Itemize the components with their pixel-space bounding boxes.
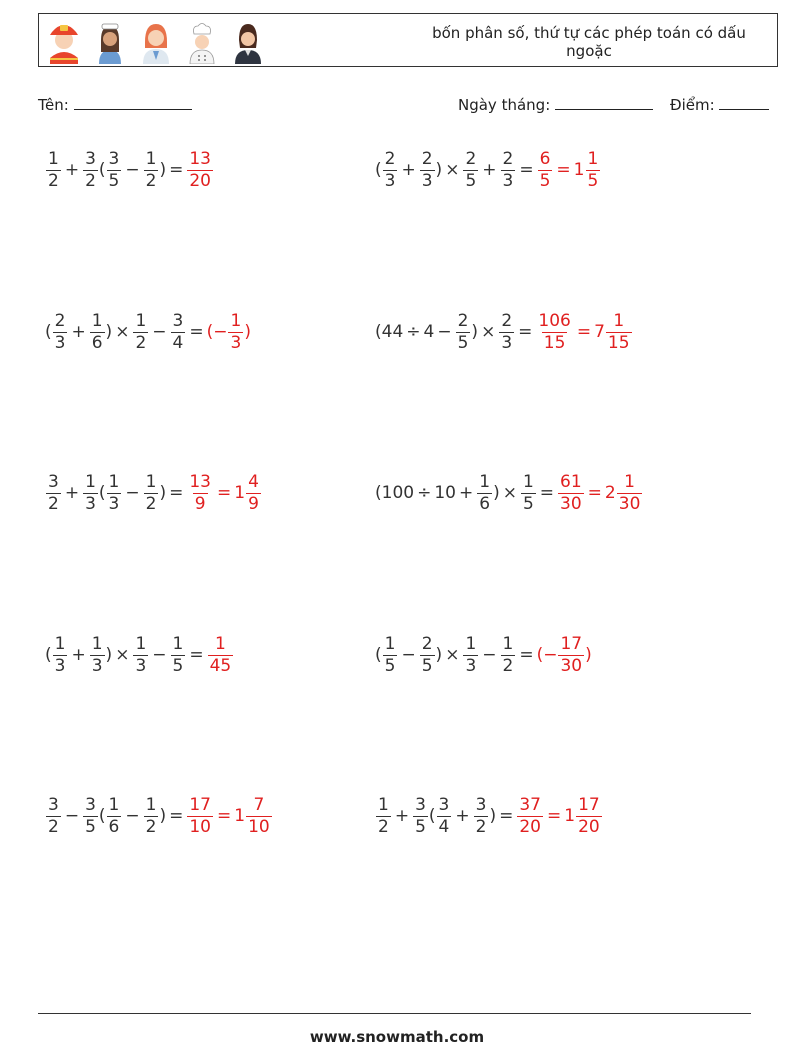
term-text: ): [489, 806, 497, 826]
score-label: Điểm:: [670, 96, 715, 114]
firefighter-icon: [45, 18, 83, 64]
numerator: 61: [560, 471, 582, 492]
problem-7: [45, 625, 234, 685]
date-field: [458, 95, 653, 114]
footer-site: www.snowmath.com: [309, 1028, 485, 1046]
operator: =: [216, 483, 232, 503]
denominator: 30: [560, 655, 583, 676]
denominator: 5: [522, 493, 534, 514]
fraction: [617, 473, 643, 514]
name-blank[interactable]: [74, 95, 192, 110]
fraction: [133, 635, 148, 676]
operator: −: [152, 322, 167, 342]
fraction: [46, 796, 61, 837]
fraction: [456, 312, 471, 353]
denominator: 15: [543, 332, 566, 353]
operator: ×: [445, 645, 460, 665]
denominator: 3: [135, 655, 147, 676]
chef-icon: [183, 18, 221, 64]
name-field: [38, 95, 192, 114]
numerator: 13: [189, 471, 211, 492]
numerator: 1: [230, 310, 242, 331]
numerator: 2: [421, 633, 433, 654]
problem-4: [375, 302, 633, 362]
answer: [535, 312, 632, 353]
numerator: 1: [91, 310, 103, 331]
term-text: ): [105, 322, 113, 342]
term-text: (: [98, 160, 106, 180]
numerator: 3: [85, 148, 96, 169]
fraction: [413, 796, 428, 837]
fraction: [83, 796, 98, 837]
denominator: 3: [85, 493, 96, 514]
denominator: 6: [479, 493, 491, 514]
term-text: (: [98, 806, 106, 826]
term-text: ): [159, 483, 167, 503]
denominator: 9: [248, 493, 259, 514]
fraction: [133, 312, 148, 353]
operator: −: [482, 645, 497, 665]
denominator: 3: [230, 332, 242, 353]
operator: −: [125, 160, 140, 180]
fraction: [187, 796, 213, 837]
whole-part: 2: [604, 483, 616, 503]
problem-8: [375, 625, 592, 685]
operator: ×: [445, 160, 460, 180]
operator: =: [189, 645, 204, 665]
denominator: 5: [415, 816, 426, 837]
denominator: 2: [502, 655, 514, 676]
numerator: 106: [538, 310, 571, 331]
denominator: 5: [108, 170, 120, 191]
problem-3: [45, 302, 251, 362]
numerator: 3: [438, 794, 450, 815]
numerator: 1: [624, 471, 635, 492]
operator: −: [401, 645, 416, 665]
whole-part: 7: [594, 322, 605, 342]
fraction: [46, 473, 61, 514]
term-text: ): [244, 322, 251, 342]
numerator: 3: [48, 794, 59, 815]
operator: ÷: [406, 322, 421, 342]
operator: +: [71, 322, 86, 342]
numerator: 17: [560, 633, 583, 654]
operator: −: [437, 322, 452, 342]
answer: [207, 312, 251, 353]
denominator: 9: [194, 493, 206, 514]
denominator: 2: [48, 493, 59, 514]
denominator: 3: [91, 655, 103, 676]
nurse-icon: [91, 18, 129, 64]
denominator: 4: [438, 816, 450, 837]
numerator: 1: [479, 471, 491, 492]
fraction: [144, 796, 159, 837]
term-text: (: [45, 645, 52, 665]
problem-6: [375, 463, 643, 523]
fraction: [53, 312, 68, 353]
answer: [186, 796, 272, 837]
denominator: 10: [248, 816, 270, 837]
fraction: [107, 473, 122, 514]
numerator: 1: [522, 471, 534, 492]
denominator: 2: [135, 332, 147, 353]
fraction: [83, 473, 98, 514]
denominator: 3: [108, 493, 120, 514]
numerator: 2: [54, 310, 66, 331]
denominator: 5: [457, 332, 469, 353]
denominator: 2: [475, 816, 487, 837]
operator: +: [458, 483, 474, 503]
denominator: 5: [421, 655, 433, 676]
whole-part: 1: [234, 806, 246, 826]
fraction: [521, 473, 536, 514]
fraction: [474, 796, 489, 837]
numerator: 17: [189, 794, 211, 815]
term-text: (: [428, 806, 436, 826]
numerator: 13: [189, 148, 211, 169]
numerator: 2: [384, 148, 396, 169]
fraction: [576, 796, 602, 837]
operator: ×: [481, 322, 496, 342]
score-blank[interactable]: [719, 95, 769, 110]
fraction: [463, 150, 478, 191]
fraction: [83, 150, 98, 191]
problem-1: [45, 140, 214, 200]
denominator: 2: [145, 816, 157, 837]
operator: =: [169, 806, 184, 826]
numerator: 3: [172, 310, 184, 331]
fraction: [606, 312, 632, 353]
answer: [537, 150, 602, 191]
fraction: [517, 796, 543, 837]
operator: +: [71, 645, 86, 665]
term-text: (100: [375, 483, 415, 503]
numerator: 2: [465, 148, 477, 169]
operator: +: [455, 806, 470, 826]
fraction: [463, 635, 478, 676]
denominator: 5: [172, 655, 184, 676]
fraction: [46, 150, 61, 191]
fraction: [558, 635, 584, 676]
operator: +: [394, 806, 410, 826]
header-box: [38, 13, 778, 67]
problem-9: [45, 786, 273, 846]
operator: ×: [502, 483, 517, 503]
numerator: 1: [145, 471, 157, 492]
denominator: 3: [54, 332, 66, 353]
term-text: (44: [375, 322, 404, 342]
operator: =: [216, 806, 232, 826]
term-text: (: [45, 322, 52, 342]
numerator: 1: [587, 148, 599, 169]
numerator: 1: [465, 633, 477, 654]
fraction: [144, 473, 159, 514]
fraction: [420, 150, 435, 191]
denominator: 5: [587, 170, 599, 191]
score-field: [670, 95, 769, 114]
operator: =: [546, 806, 562, 826]
denominator: 6: [108, 816, 120, 837]
operator: =: [556, 160, 571, 180]
fraction: [187, 150, 213, 191]
denominator: 5: [384, 655, 396, 676]
term-text: ): [435, 645, 443, 665]
fraction: [208, 635, 234, 676]
operator: =: [518, 322, 533, 342]
numerator: 1: [145, 794, 157, 815]
numerator: 7: [253, 794, 265, 815]
problem-10: [375, 786, 603, 846]
operator: =: [587, 483, 602, 503]
term-text: ): [159, 160, 167, 180]
numerator: 1: [215, 633, 226, 654]
fraction: [501, 635, 516, 676]
operator: =: [519, 645, 534, 665]
denominator: 2: [145, 493, 157, 514]
fraction: [171, 635, 186, 676]
numerator: 1: [613, 310, 625, 331]
operator: =: [576, 322, 592, 342]
term-text: (: [375, 645, 382, 665]
denominator: 2: [85, 170, 96, 191]
denominator: 3: [384, 170, 396, 191]
fraction: [538, 150, 553, 191]
numerator: 3: [85, 794, 96, 815]
term-text: (−: [536, 645, 558, 665]
whole-part: 1: [564, 806, 576, 826]
denominator: 45: [209, 655, 232, 676]
fraction: [246, 796, 272, 837]
fraction: [53, 635, 68, 676]
fraction: [144, 150, 159, 191]
denominator: 3: [421, 170, 433, 191]
numerator: 1: [91, 633, 103, 654]
numerator: 3: [415, 794, 426, 815]
denominator: 6: [91, 332, 103, 353]
numerator: 1: [108, 794, 120, 815]
answer: [516, 796, 602, 837]
denominator: 5: [85, 816, 96, 837]
numerator: 3: [108, 148, 120, 169]
numerator: 2: [502, 148, 514, 169]
numerator: 17: [578, 794, 600, 815]
fraction: [90, 635, 105, 676]
operator: ×: [115, 645, 130, 665]
term-text: (: [375, 160, 382, 180]
numerator: 1: [172, 633, 184, 654]
fraction: [437, 796, 452, 837]
numerator: 1: [145, 148, 157, 169]
operator: =: [169, 160, 184, 180]
fraction: [536, 312, 572, 353]
operator: =: [189, 322, 204, 342]
denominator: 2: [48, 816, 59, 837]
denominator: 15: [607, 332, 630, 353]
denominator: 2: [48, 170, 59, 191]
fraction: [90, 312, 105, 353]
worksheet-title: bốn phân số, thứ tự các phép toán có dấu ngoặc: [432, 24, 746, 60]
problem-2: [375, 140, 601, 200]
operator: ÷: [417, 483, 432, 503]
operator: =: [519, 160, 534, 180]
operator: −: [152, 645, 167, 665]
name-label: Tên:: [38, 96, 69, 114]
numerator: 1: [135, 310, 147, 331]
numerator: 3: [475, 794, 487, 815]
fraction: [376, 796, 391, 837]
fraction: [383, 635, 398, 676]
numerator: 1: [384, 633, 396, 654]
problem-5: [45, 463, 262, 523]
date-label: Ngày tháng:: [458, 96, 551, 114]
numerator: 1: [378, 794, 389, 815]
numerator: 2: [457, 310, 469, 331]
fraction: [383, 150, 398, 191]
operator: =: [539, 483, 555, 503]
whole-part: 1: [234, 483, 246, 503]
operator: +: [401, 160, 416, 180]
answer: [207, 635, 235, 676]
fraction: [187, 473, 213, 514]
operator: −: [64, 806, 80, 826]
term-text: ): [159, 806, 167, 826]
denominator: 5: [465, 170, 477, 191]
fraction: [477, 473, 492, 514]
date-blank[interactable]: [555, 95, 653, 110]
answer: [557, 473, 643, 514]
avatar-row: [45, 18, 267, 64]
fraction: [558, 473, 584, 514]
denominator: 4: [172, 332, 184, 353]
fraction: [586, 150, 601, 191]
whole-part: 1: [573, 160, 585, 180]
fraction: [420, 635, 435, 676]
term-text: ): [585, 645, 592, 665]
numerator: 4: [248, 471, 259, 492]
numerator: 2: [421, 148, 433, 169]
fraction: [228, 312, 243, 353]
numerator: 1: [85, 471, 96, 492]
fraction: [246, 473, 261, 514]
fraction: [501, 150, 516, 191]
denominator: 3: [54, 655, 66, 676]
numerator: 37: [519, 794, 541, 815]
fraction: [499, 312, 514, 353]
term-text: ): [435, 160, 443, 180]
operator: =: [499, 806, 514, 826]
denominator: 20: [578, 816, 600, 837]
term-text: 10: [434, 483, 456, 503]
operator: +: [64, 160, 80, 180]
denominator: 2: [145, 170, 157, 191]
numerator: 1: [48, 148, 59, 169]
term-text: (−: [206, 322, 228, 342]
denominator: 20: [519, 816, 541, 837]
footer-divider: [38, 1013, 751, 1014]
operator: −: [125, 806, 140, 826]
term-text: ): [105, 645, 113, 665]
denominator: 10: [189, 816, 211, 837]
fraction: [171, 312, 186, 353]
denominator: 30: [560, 493, 582, 514]
operator: +: [64, 483, 80, 503]
operator: −: [125, 483, 140, 503]
numerator: 1: [108, 471, 120, 492]
numerator: 1: [135, 633, 147, 654]
denominator: 2: [378, 816, 389, 837]
operator: =: [169, 483, 184, 503]
term-text: 4: [423, 322, 435, 342]
numerator: 1: [502, 633, 514, 654]
denominator: 3: [502, 170, 514, 191]
term-text: ): [493, 483, 500, 503]
answer: [186, 473, 262, 514]
fraction: [107, 796, 122, 837]
numerator: 2: [501, 310, 513, 331]
denominator: 5: [539, 170, 551, 191]
denominator: 20: [189, 170, 211, 191]
denominator: 3: [501, 332, 513, 353]
denominator: 30: [618, 493, 641, 514]
operator: ×: [115, 322, 130, 342]
operator: +: [482, 160, 497, 180]
answer: [186, 150, 214, 191]
fraction: [107, 150, 122, 191]
doctor-icon: [137, 18, 175, 64]
term-text: ): [471, 322, 479, 342]
numerator: 3: [48, 471, 59, 492]
numerator: 6: [539, 148, 551, 169]
term-text: (: [98, 483, 106, 503]
businesswoman-icon: [229, 18, 267, 64]
numerator: 1: [54, 633, 66, 654]
denominator: 3: [465, 655, 477, 676]
answer: [537, 635, 592, 676]
